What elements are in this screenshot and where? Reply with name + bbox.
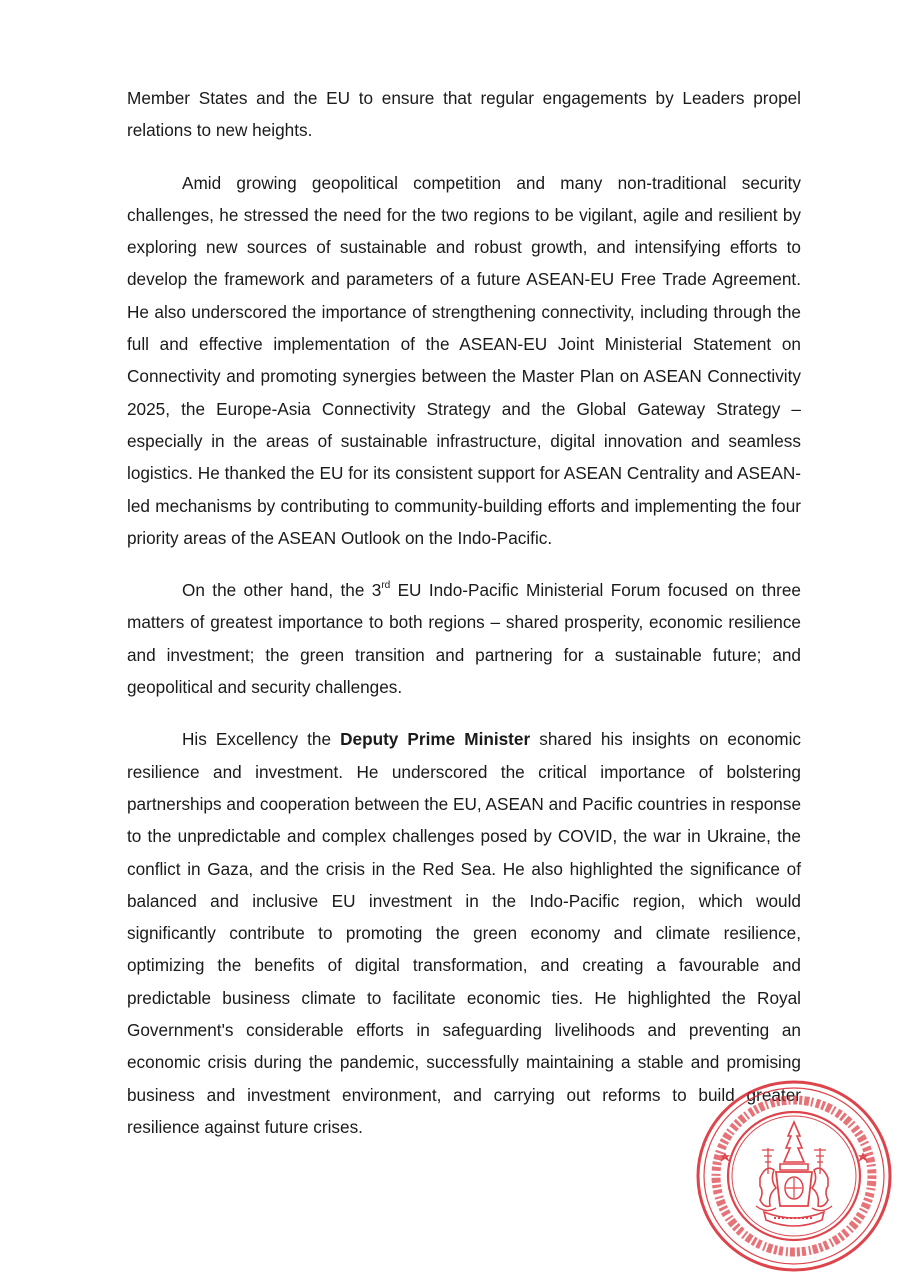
paragraph-4-text-before: His Excellency the	[182, 729, 341, 750]
official-seal-icon	[694, 1078, 894, 1274]
paragraph-4-text-after: shared his insights on economic resilience and investment. He underscored the critical importance of bolstering partnerships and cooperation between the EU, ASEAN and Pacific countries in response to the unpredictable and complex challenges posed by COVID, the war in Ukraine, the conflict in Gaza, and the crisis in the Red Sea. He also highlighted the significance of balanced and inclusive EU investment in the Indo-Pacific region, which would significantly contribute to promoting the green economy and climate resilience, optimizing the benefits of digital transformation, and creating a favourable and predictable business climate to facilitate economic ties. He highlighted the Royal Government's considerable efforts in safeguarding livelihoods and preventing an economic crisis during the pandemic, successfully maintaining a stable and promising business and investment environment, and carrying out reforms to build greater resilience against future crises.	[127, 729, 801, 1137]
paragraph-1	[127, 82, 801, 147]
document-body	[127, 82, 801, 1163]
paragraph-3	[127, 574, 801, 703]
paragraph-3-text-after: EU Indo-Pacific Ministerial Forum focused on three matters of greatest importance to both regions – shared prosperity, economic resilience and investment; the green transition and partnering for a sustainable future; and geopolitical and security challenges.	[127, 580, 801, 698]
paragraph-3-text-before: On the other hand, the 3	[182, 580, 382, 601]
paragraph-1-text: Member States and the EU to ensure that regular engagements by Leaders propel relations to new heights.	[127, 88, 801, 141]
paragraph-2	[127, 167, 801, 555]
ordinal-suffix: rd	[381, 580, 391, 592]
paragraph-2-text: Amid growing geopolitical competition and many non-traditional security challenges, he stressed the need for the two regions to be vigilant, agile and resilient by exploring new sources of sustainable and robust growth, and intensifying efforts to develop the framework and parameters of a future ASEAN-EU Free Trade Agreement. He also underscored the importance of strengthening connectivity, including through the full and effective implementation of the ASEAN-EU Joint Ministerial Statement on Connectivity and promoting synergies between the Master Plan on ASEAN Connectivity 2025, the Europe-Asia Connectivity Strategy and the Global Gateway Strategy – especially in the areas of sustainable infrastructure, digital innovation and seamless logistics. He thanked the EU for its consistent support for ASEAN Centrality and ASEAN-led mechanisms by contributing to community-building efforts and implementing the four priority areas of the ASEAN Outlook on the Indo-Pacific.	[127, 172, 801, 548]
deputy-prime-minister-title: Deputy Prime Minister	[340, 729, 531, 750]
